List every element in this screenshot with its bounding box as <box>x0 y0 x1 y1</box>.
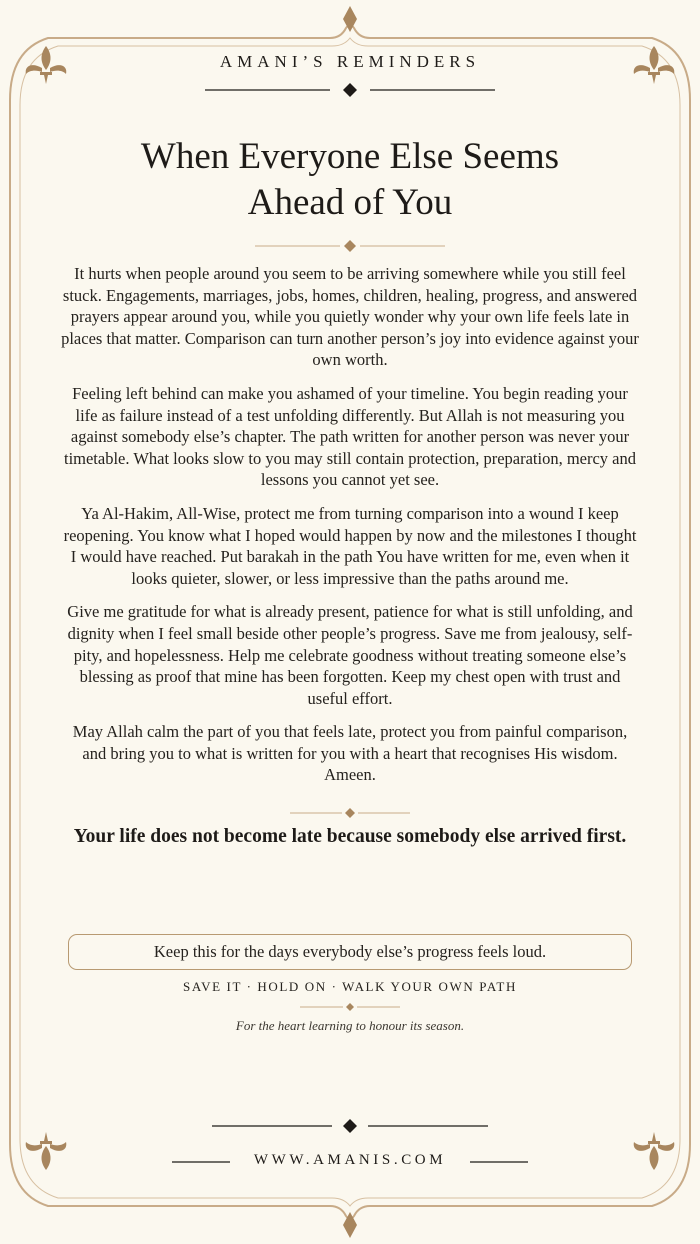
keep-note-text: Keep this for the days everybody else’s progress feels loud. <box>153 942 547 961</box>
footer-divider <box>212 1119 488 1133</box>
paragraph: Give me gratitude for what is already present, patience for what is still unfolding, and dignity when I feel small beside other people’s progress. Save me from jealousy, self-pity, and hopelessness. Help me celebrate goodness without treating someone else’s blessing as proof that mine has been forgotten. Keep my chest open with trust and useful effort. <box>67 602 633 708</box>
title-divider <box>255 240 445 252</box>
actions-divider <box>300 1003 400 1011</box>
website-link[interactable]: WWW.AMANIS.COM <box>253 1152 447 1168</box>
title-line-1: When Everyone Else Seems <box>140 136 560 177</box>
highlight-quote: Your life does not become late because somebody else arrived first. <box>73 826 627 847</box>
quote-divider <box>290 808 410 818</box>
paragraph: May Allah calm the part of you that feels late, protect you from painful comparison, and bring you to what is written for you with a heart that recognises His wisdom. Ameen. <box>72 722 628 785</box>
paragraph: Ya Al-Hakim, All-Wise, protect me from turning comparison into a wound I keep reopening. You know what I hoped would happen by now and the milestones I thought I would have reached. Put barakah in the path You have written for me, even when it looks quieter, slower, or less impressive than the paths around me. <box>63 503 637 588</box>
header-divider <box>205 83 495 97</box>
paragraph: It hurts when people around you seem to be arriving somewhere while you still feel stuck. Engagements, marriages, jobs, homes, children, healing, progress, and answered prayers appear around you, while you quietly wonder why your own life feels late in places that matter. Comparison can turn another person’s joy into evidence against your own worth. <box>61 264 639 370</box>
keep-note-box <box>68 934 632 970</box>
brand-header: AMANI’S REMINDERS <box>219 52 481 71</box>
tagline: For the heart learning to honour its season. <box>235 1018 465 1033</box>
paragraph: Feeling left behind can make you ashamed of your timeline. You begin reading your life as failure instead of a test unfolding differently. But Allah is not measuring you against somebody else’s chapter. The path written for another person was never your timetable. What looks slow to you may still contain protection, preparation, mercy and lessons you cannot yet see. <box>63 383 636 490</box>
page-title <box>60 134 640 226</box>
action-line: SAVE IT · HOLD ON · WALK YOUR OWN PATH <box>183 979 517 994</box>
body-text <box>60 263 640 798</box>
title-line-2: Ahead of You <box>247 182 453 223</box>
